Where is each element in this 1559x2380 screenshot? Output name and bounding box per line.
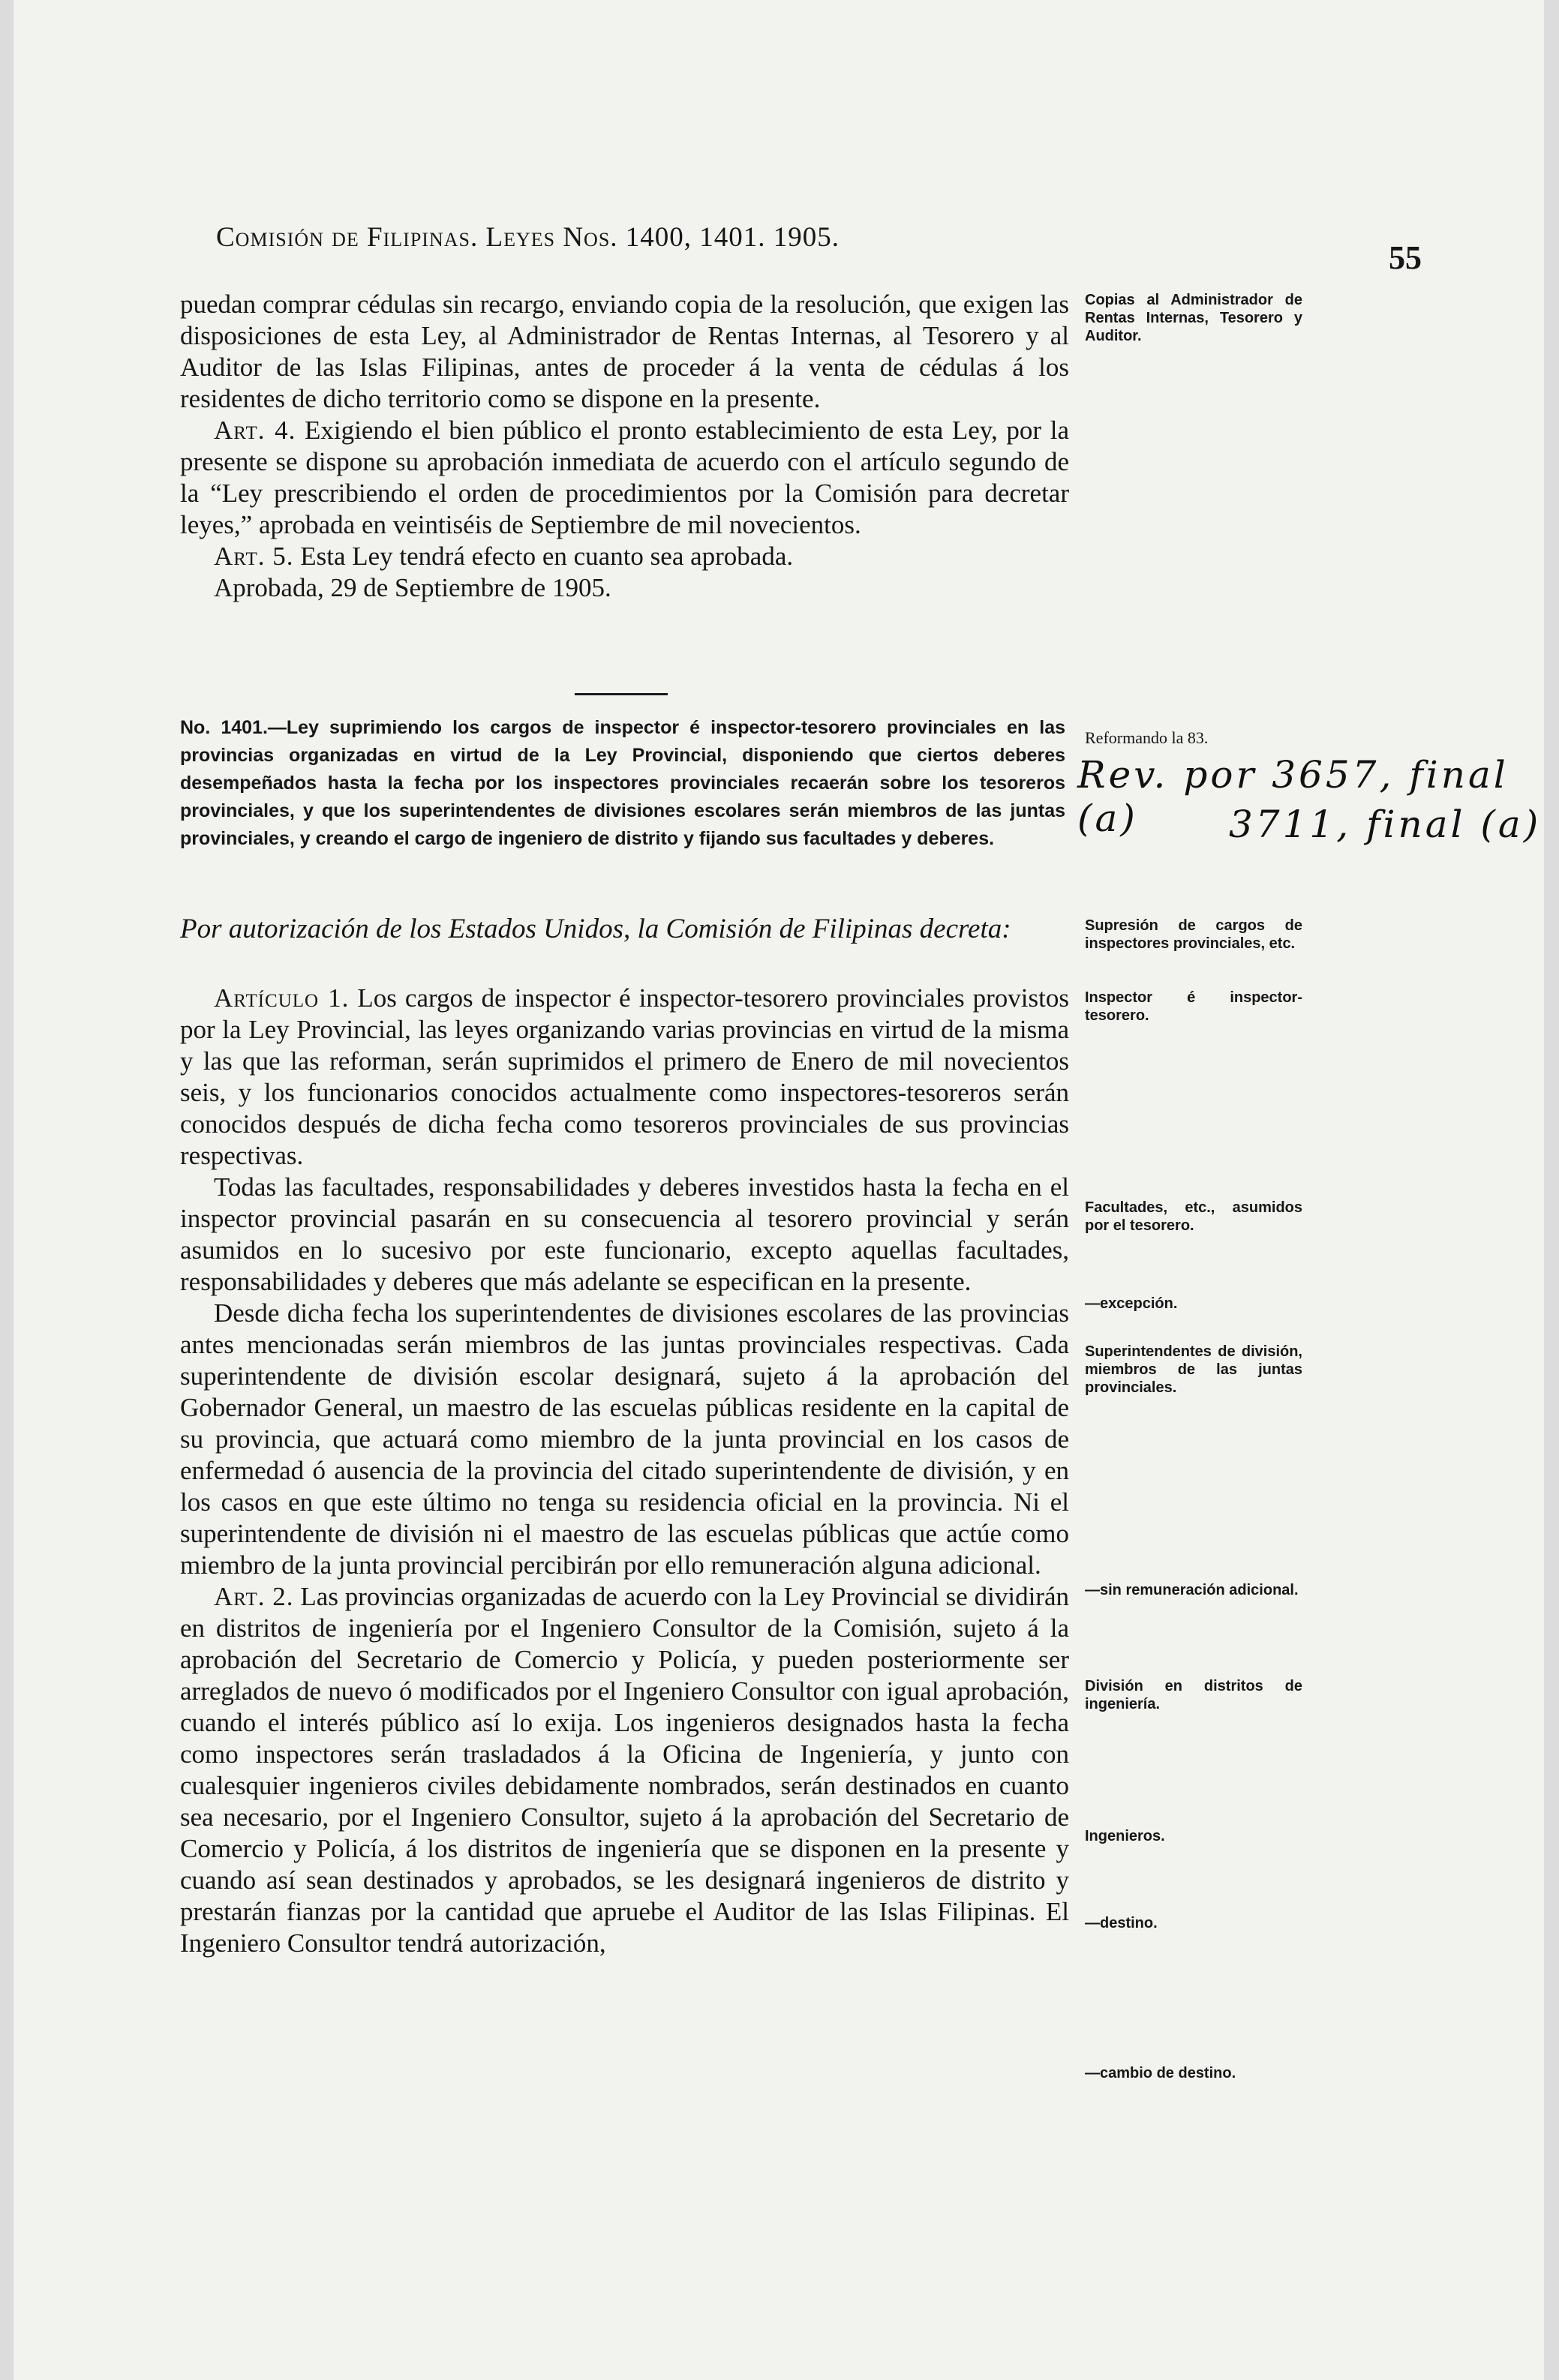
document-page	[14, 0, 1544, 2380]
law-1401-paragraph: Todas las facultades, responsabilidades y deberes investidos hasta la fecha en el inspector provincial pasarán en su consecuencia al tesorero provincial y serán asumidos en lo sucesivo por este funcionario, excepto aquellas facultades, responsabilidades y deberes que más adelante se especifican en la presente.	[180, 1172, 1069, 1296]
law-1400-article-5	[180, 541, 1069, 572]
article-text: Los cargos de inspector é inspector-tesorero provinciales provistos por la Ley Provincial, las leyes organizando varias provincias en virtud de la misma y las que las reforman, serán suprimidos el primero de Enero de mil novecientos seis, y los funcionarios conocidos actualmente como inspectores-tesoreros serán conocidos después de dicha fecha como tesoreros provinciales de sus provincias respectivas.	[180, 983, 1069, 1170]
page-number: 55	[1389, 239, 1422, 276]
article-text: Esta Ley tendrá efecto en cuanto sea aprobada.	[293, 542, 794, 571]
running-header	[216, 221, 1416, 254]
law-1401-article-2	[180, 1581, 1069, 1959]
margin-note-cambio: —cambio de destino.	[1085, 2065, 1236, 2081]
margin-note-copias: Copias al Administrador de Rentas Internas, Tesorero y Auditor.	[1085, 292, 1302, 344]
handwritten-annotation-line-2: 3711, final (a)	[1229, 803, 1542, 846]
margin-note-supresion: Supresión de cargos de inspectores provinciales, etc.	[1085, 917, 1302, 952]
margin-note-inspector: Inspector é inspector-tesorero.	[1085, 989, 1302, 1024]
law-1400-paragraph: puedan comprar cédulas sin recargo, enviando copia de la resolución, que exigen las disposiciones de esta Ley, al Administrador de Rentas Internas, al Tesorero y al Auditor de las Islas Filipinas, antes de proceder á la venta de cédulas á los residentes de dicho territorio como se dispone en la presente.	[180, 290, 1069, 413]
section-divider	[575, 693, 668, 695]
law-1401-title: No. 1401.—Ley suprimiendo los cargos de inspector é inspector-tesorero provinciales en las provincias organizadas en virtud de la Ley Provincial, disponiendo que ciertos deberes desempeñados hasta la fecha por los inspectores provinciales recaerán sobre los tesoreros provinciales, y que los superintendentes de divisiones escolares serán miembros de las juntas provinciales, y creando el cargo de ingeniero de distrito y fijando sus facultades y deberes.	[180, 717, 1065, 849]
margin-note-facultades: Facultades, etc., asumidos por el tesorero.	[1085, 1199, 1302, 1234]
article-label: Art. 4.	[214, 416, 296, 445]
margin-note-excepcion: —excepción.	[1085, 1295, 1178, 1312]
article-label: Art. 5.	[214, 542, 294, 571]
margin-note-ingenieros: Ingenieros.	[1085, 1828, 1165, 1844]
handwritten-annotation-line-1: Rev. por 3657, final (a)	[1077, 753, 1509, 840]
running-title: Comisión de Filipinas. Leyes Nos. 1400, 1401. 1905.	[216, 222, 840, 253]
law-1401-enacting-clause: Por autorización de los Estados Unidos, la Comisión de Filipinas decreta:	[180, 914, 1011, 944]
margin-note-superintendentes: Superintendentes de división, miembros de las juntas provinciales.	[1085, 1343, 1302, 1396]
law-1401-article-1	[180, 983, 1069, 1172]
article-text: Exigiendo el bien público el pronto establecimiento de esta Ley, por la presente se dispone su aprobación inmediata de acuerdo con el artículo segundo de la “Ley prescribiendo el orden de procedimientos por la Comisión para decretar leyes,” aprobada en veintiséis de Septiembre de mil novecientos.	[180, 416, 1069, 539]
article-label: Art. 2.	[214, 1582, 294, 1611]
article-label: Artículo 1.	[214, 983, 350, 1013]
law-1401-body	[180, 983, 1069, 1959]
margin-note-division: División en distritos de ingeniería.	[1085, 1678, 1302, 1712]
law-1400-continuation	[180, 289, 1069, 604]
law-1400-approval: Aprobada, 29 de Septiembre de 1905.	[214, 573, 611, 602]
margin-note-destino: —destino.	[1085, 1915, 1158, 1931]
law-1400-article-4	[180, 415, 1069, 541]
article-text: Las provincias organizadas de acuerdo con la Ley Provincial se dividirán en distritos de ingeniería por el Ingeniero Consultor de la Comisión, sujeto á la aprobación del Secretario de Comercio y Policía, y pueden posteriormente ser arreglados de nuevo ó modificados por el Ingeniero Consultor con igual aprobación, cuando el interés público así lo exija. Los ingenieros designados hasta la fecha como inspectores serán trasladados á la Oficina de Ingeniería, y junto con cualesquier ingenieros civiles debidamente nombrados, serán destinados en cuanto sea necesario, por el Ingeniero Consultor, sujeto á la aprobación del Secretario de Comercio y Policía, á los distritos de ingeniería que se disponen en la presente y cuando así sean destinados y aprobados, se les designará ingenieros de distrito y prestarán fianzas por la cantidad que apruebe el Auditor de las Islas Filipinas. El Ingeniero Consultor tendrá autorización,	[180, 1582, 1069, 1958]
law-1401-paragraph: Desde dicha fecha los superintendentes de divisiones escolares de las provincias antes mencionadas serán miembros de las juntas provinciales respectivas. Cada superintendente de división escolar designará, sujeto á la aprobación del Gobernador General, un maestro de las escuelas públicas residente en la capital de su provincia, que actuará como miembro de la junta provincial en los casos de enfermedad ó ausencia de la provincia del citado superintendente de división, y en los casos en que este último no tenga su residencia oficial en la provincia. Ni el superintendente de división ni el maestro de las escuelas públicas que actúe como miembro de la junta provincial percibirán por ello remuneración alguna adicional.	[180, 1298, 1069, 1580]
margin-note-sin-remuneracion: —sin remuneración adicional.	[1085, 1582, 1299, 1598]
margin-note-reformando: Reformando la 83.	[1085, 728, 1209, 747]
